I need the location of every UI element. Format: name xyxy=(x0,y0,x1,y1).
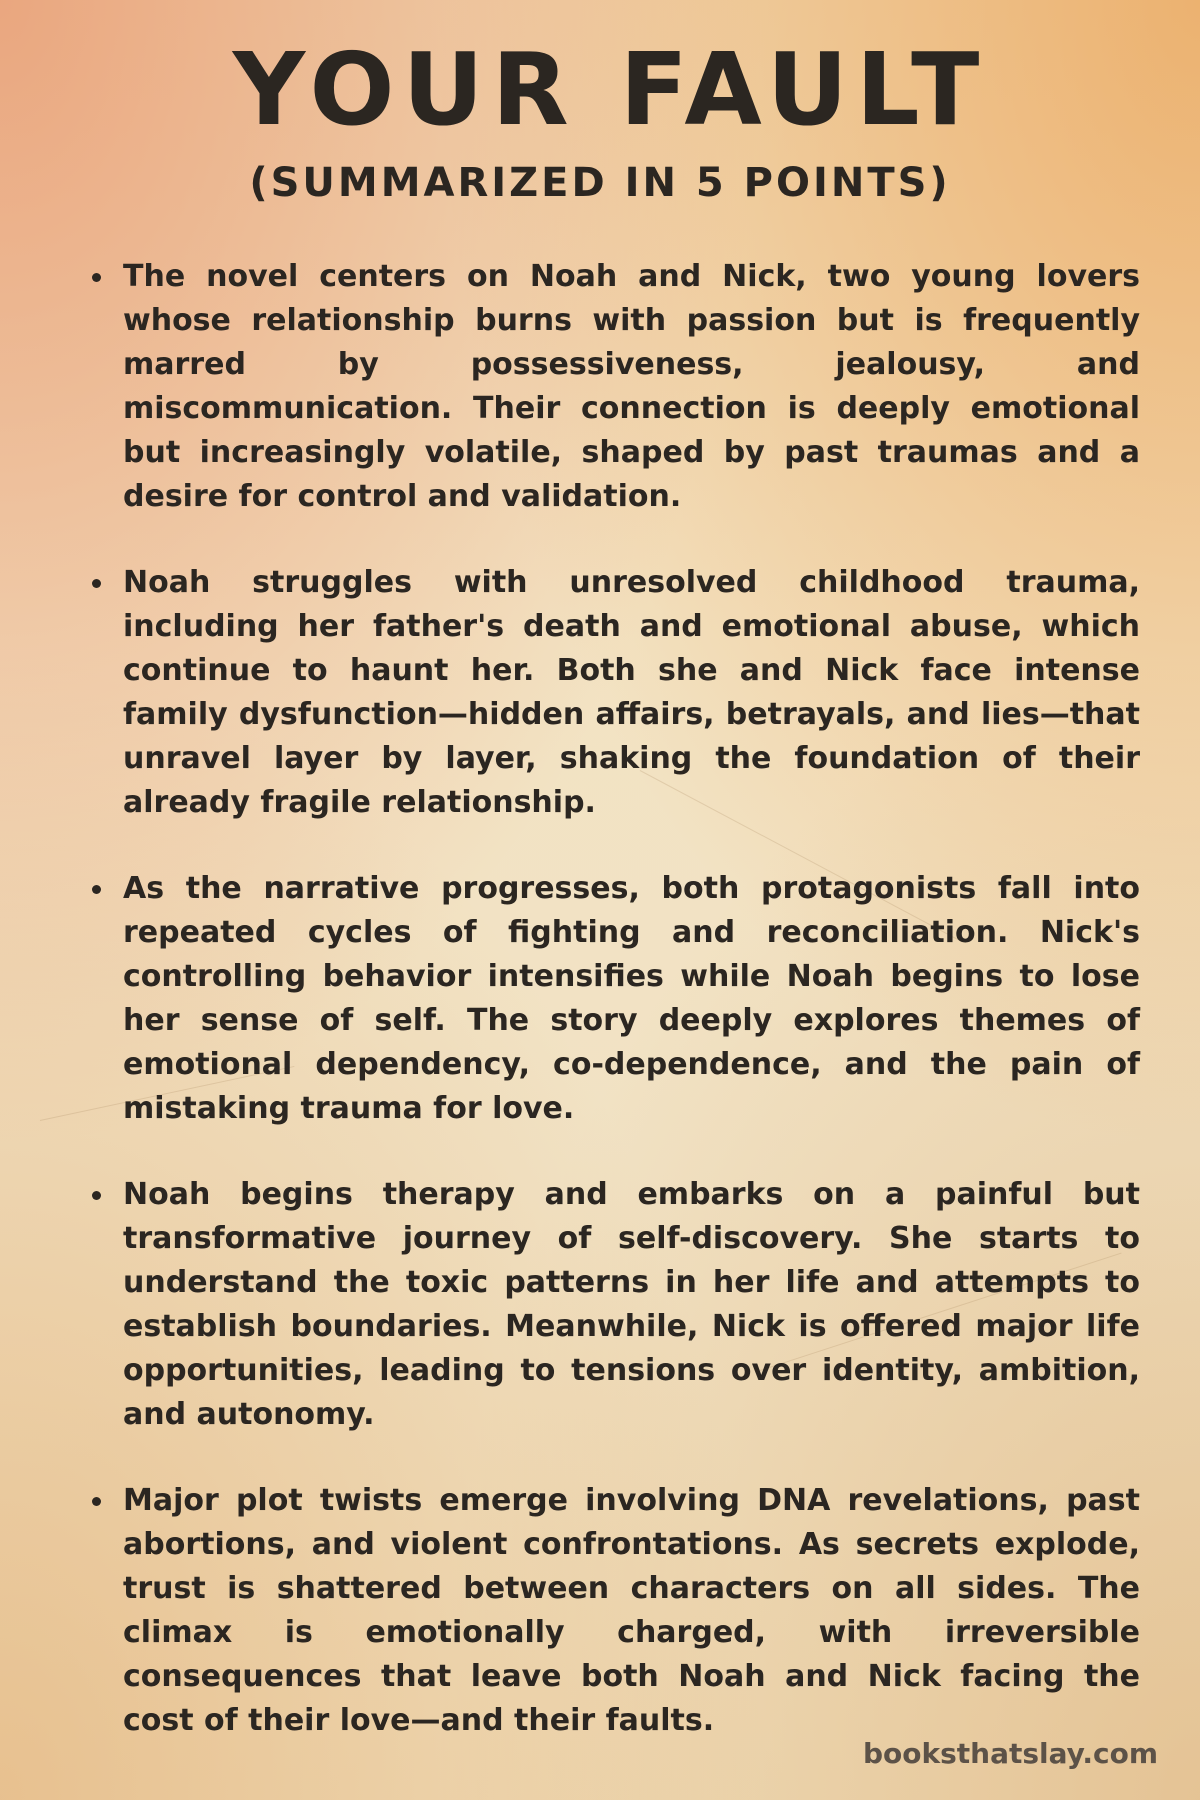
summary-point-4 xyxy=(92,1173,1140,1437)
bullet-icon xyxy=(92,273,101,282)
summary-point-2 xyxy=(92,561,1140,825)
bullet-icon xyxy=(92,1497,101,1506)
summary-point-1 xyxy=(92,255,1140,519)
summary-point-text: Major plot twists emerge involving DNA revelations, past abortions, and violent confrontations. As secrets explode, trust is shattered between characters on all sides. The climax is emotionally charged, with irreversible consequences that leave both Noah and Nick facing the cost of their love—and their faults. xyxy=(123,1483,1140,1738)
summary-point-text: The novel centers on Noah and Nick, two young lovers whose relationship burns with passion but is frequently marred by possessiveness, jealousy, and miscommunication. Their connection is deeply emotional but increasingly volatile, shaped by past traumas and a desire for control and validation. xyxy=(123,259,1140,514)
bullet-icon xyxy=(92,885,101,894)
page-title: YOUR FAULT xyxy=(232,31,988,148)
summary-point-text: As the narrative progresses, both protagonists fall into repeated cycles of fighting and reconciliation. Nick's controlling behavior intensifies while Noah begins to lose her sense of self. The story deeply explores themes of emotional dependency, co-dependence, and the pain of mistaking trauma for love. xyxy=(123,871,1140,1126)
header xyxy=(0,30,1200,208)
summary-point-5 xyxy=(92,1479,1140,1743)
bullet-icon xyxy=(92,579,101,588)
summary-points-list xyxy=(92,255,1140,1785)
page-subtitle: (SUMMARIZED IN 5 POINTS) xyxy=(249,160,951,206)
site-watermark: booksthatslay.com xyxy=(862,1737,1158,1770)
summary-point-text: Noah struggles with unresolved childhood trauma, including her father's death and emotional abuse, which continue to haunt her. Both she and Nick face intense family dysfunction—hidden affairs, betrayals, and lies—that unravel layer by layer, shaking the foundation of their already fragile relationship. xyxy=(123,565,1140,820)
bullet-icon xyxy=(92,1191,101,1200)
summary-point-text: Noah begins therapy and embarks on a painful but transformative journey of self-discovery. She starts to understand the toxic patterns in her life and attempts to establish boundaries. Meanwhile, Nick is offered major life opportunities, leading to tensions over identity, ambition, and autonomy. xyxy=(123,1177,1140,1432)
summary-point-3 xyxy=(92,867,1140,1131)
